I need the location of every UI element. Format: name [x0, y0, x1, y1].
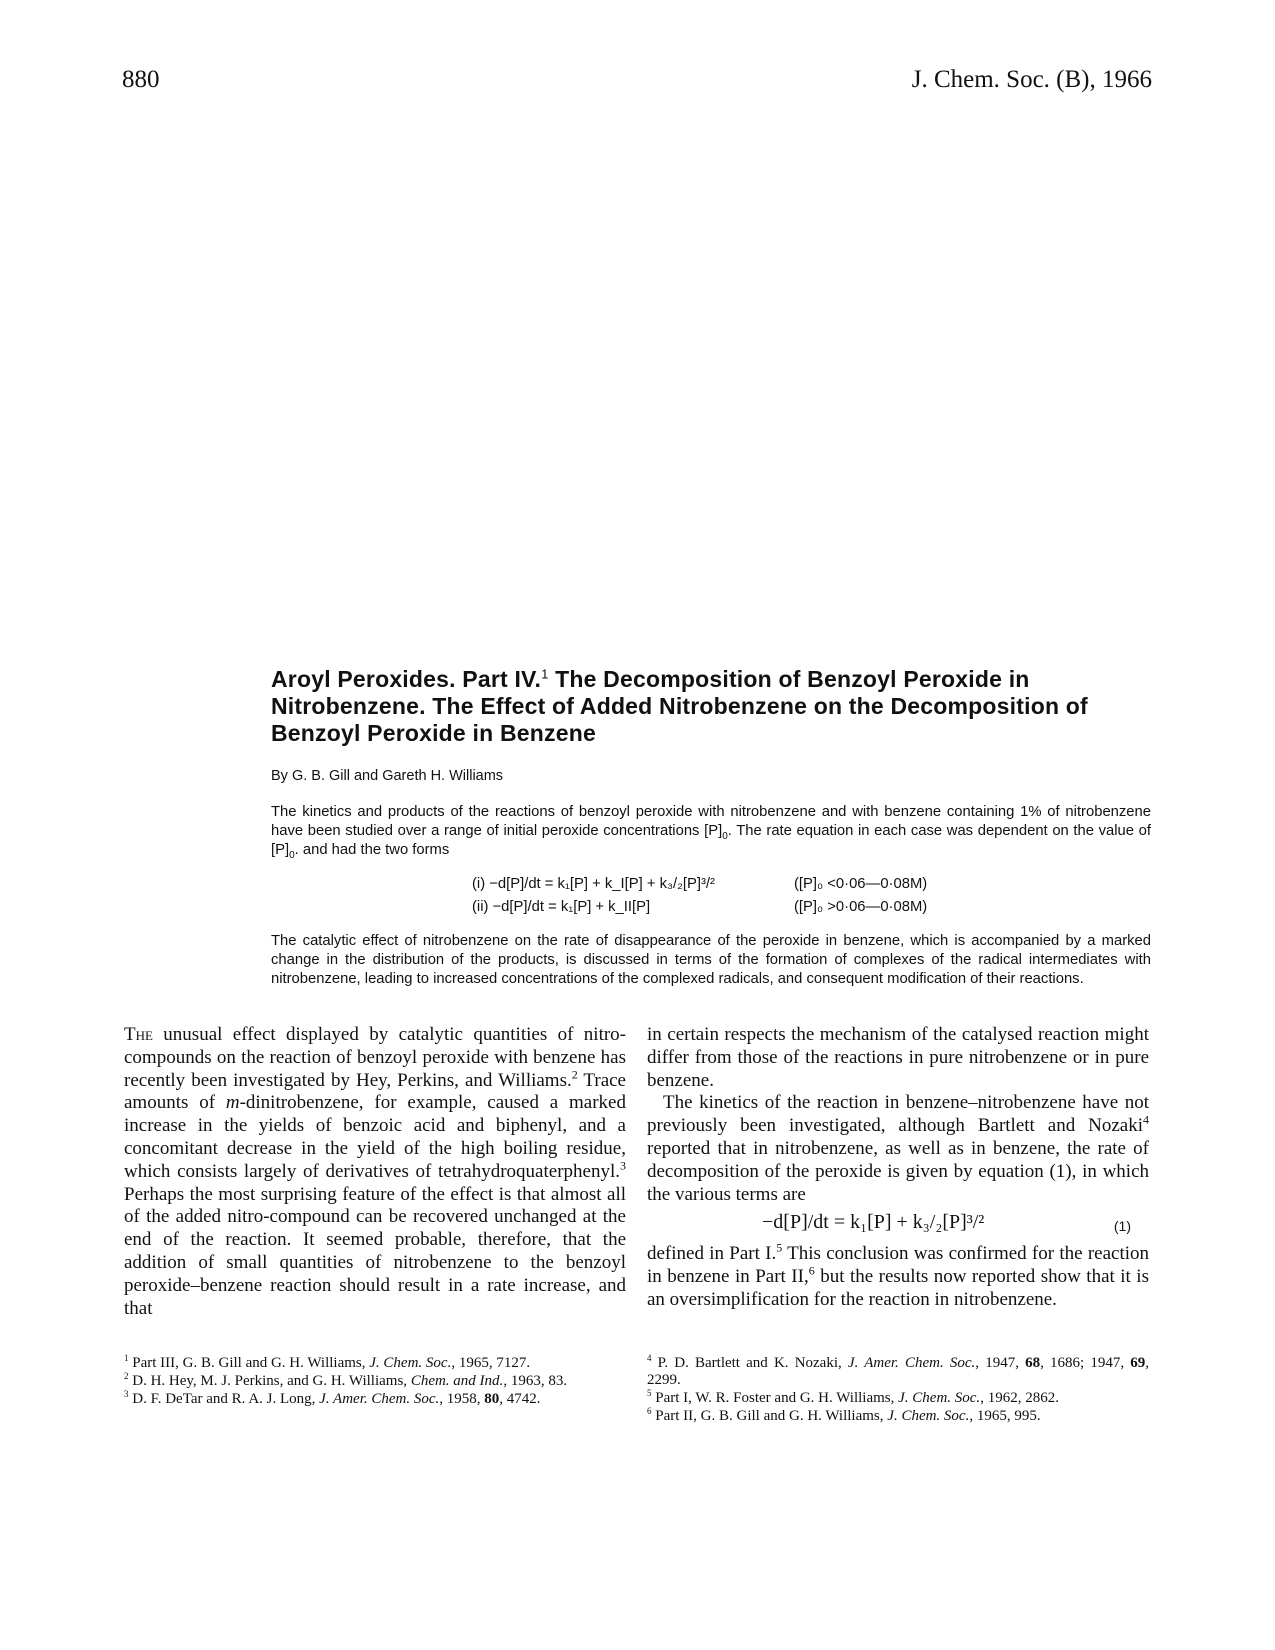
body-column-left: [124, 1024, 626, 1320]
footnote-6: [647, 1408, 1149, 1425]
footnote-text: Part II, G. B. Gill and G. H. Williams,: [651, 1408, 888, 1424]
footnote-marker: 6: [647, 1406, 652, 1416]
body-text: Trace amounts of: [124, 1069, 626, 1114]
ref-5: 5: [776, 1241, 783, 1256]
abstract-text-b: . The rate equation in each case was dependent on the value of [P]: [271, 823, 1151, 858]
footnotes-left: [124, 1355, 626, 1409]
journal-name: J. Amer. Chem. Soc.: [847, 1355, 976, 1371]
body-text: -dinitrobenzene, for example, caused a marked increase in the yields of benzoic acid and biphenyl, and a concomitant decrease in the yield of the high boiling residue, which consists largely of derivatives of tetrahydroquaterphenyl.: [124, 1092, 626, 1182]
rate-equation-i-condition: ([P]₀ <0·06—0·08M): [794, 876, 928, 892]
body-column-right: [647, 1024, 1149, 1312]
footnote-text: , 1965, 995.: [969, 1408, 1041, 1424]
footnote-text: Part III, G. B. Gill and G. H. Williams,: [128, 1355, 370, 1371]
body-text: reported that in nitrobenzene, as well as in benzene, the rate of decomposition of the peroxide is given by equation (1), in which the various terms are: [647, 1137, 1149, 1205]
rate-equation-i: (i) −d[P]/dt = k₁[P] + k_I[P] + k₃/₂[P]³/²: [472, 876, 715, 892]
body-paragraph-2: in certain respects the mechanism of the catalysed reaction might differ from those of the reactions in pure nitrobenzene or in pure benzene.: [647, 1024, 1149, 1091]
footnote-5: [647, 1390, 1149, 1407]
footnote-text: , 4742.: [499, 1391, 541, 1407]
abstract-paragraph-1: The kinetics and products of the reactions of benzoyl peroxide with nitrobenzene and with benzene containing 1% of nitrobenzene have been studied over a range of initial peroxide concentrations $[P]_0$. The rate equation in each case was dependent on the value of $[P]_0$. and had the two forms: [271, 804, 1151, 861]
ref-4: 4: [1143, 1112, 1149, 1127]
volume-number: 80: [484, 1391, 500, 1407]
journal-name: J. Chem. Soc.: [369, 1355, 452, 1371]
title-part-a: Aroyl Peroxides. Part IV.: [271, 666, 542, 692]
footnote-marker: 4: [647, 1353, 652, 1363]
abstract-text-a: The kinetics and products of the reactions of benzoyl peroxide with nitrobenzene and with benzene containing 1% of nitrobenzene have been studied over a range of initial peroxide concentrations [P]: [271, 804, 1151, 839]
footnote-2: [124, 1373, 626, 1390]
body-text: The kinetics of the reaction in benzene–nitrobenzene have not previously been investigated, although Bartlett and Nozaki: [647, 1092, 1149, 1137]
footnote-text: , 1965, 7127.: [451, 1355, 531, 1371]
footnote-text: , 1963, 83.: [503, 1373, 568, 1389]
volume-number: 69: [1130, 1355, 1146, 1371]
body-text: but the results now reported show that it is an oversimplification for the reaction in nitrobenzene.: [647, 1266, 1149, 1310]
body-paragraph-1: [124, 1024, 626, 1320]
rate-equation-ii-condition: ([P]₀ >0·06—0·08M): [794, 899, 928, 915]
running-head-journal: J. Chem. Soc. (B), 1966: [911, 66, 1152, 93]
footnotes-right: [647, 1355, 1149, 1426]
equation-1-number: (1): [1113, 1218, 1131, 1235]
ref-3: 3: [620, 1158, 626, 1173]
journal-name: Chem. and Ind.: [410, 1373, 504, 1389]
byline: By G. B. Gill and Gareth H. Williams: [271, 768, 504, 784]
rate-equation-ii: (ii) −d[P]/dt = k₁[P] + k_II[P]: [472, 899, 651, 915]
ref-2: 2: [571, 1067, 578, 1082]
body-text: Perhaps the most surprising feature of the effect is that almost all of the added nitro-compound can be recovered unchanged at the end of the reaction. It seemed probable, therefore, that the addition of small quantities of nitrobenzene to the benzoyl peroxide–benzene reaction should result in a rate increase, and that: [124, 1183, 626, 1319]
footnote-4: [647, 1355, 1149, 1389]
body-text: This conclusion was confirmed for the reaction in benzene in Part II,: [647, 1243, 1150, 1288]
journal-name: J. Amer. Chem. Soc.: [319, 1391, 440, 1407]
abstract-paragraph-2: The catalytic effect of nitrobenzene on the rate of disappearance of the peroxide in benzene, which is accompanied by a marked change in the distribution of the products, is discussed in terms of the formation of complexes of the radical intermediates with nitrobenzene, leading to increased concentrations of the complexed radicals, and consequent modification of their reactions.: [271, 933, 1151, 987]
body-text: defined in Part I.: [647, 1243, 777, 1265]
footnote-text: , 1947,: [975, 1355, 1026, 1371]
footnote-text: P. D. Bartlett and K. Nozaki,: [651, 1355, 848, 1371]
italic-m: m: [225, 1092, 240, 1114]
equation-1-expression: −d[P]/dt = k₁[P] + k₃/₂[P]³/²: [762, 1211, 985, 1234]
volume-number: 68: [1025, 1355, 1041, 1371]
journal-name: J. Chem. Soc.: [898, 1390, 981, 1406]
footnote-text: D. H. Hey, M. J. Perkins, and G. H. Williams,: [128, 1373, 411, 1389]
equation-1: [647, 1208, 1149, 1242]
footnote-text: , 2299.: [647, 1355, 1150, 1388]
ref-6: 6: [808, 1263, 815, 1278]
footnote-text: D. F. DeTar and R. A. J. Long,: [128, 1391, 320, 1407]
body-paragraph-4: [647, 1243, 1149, 1311]
footnote-text: , 1958,: [439, 1391, 485, 1407]
body-paragraph-3: [647, 1092, 1149, 1206]
footnote-1: [124, 1355, 626, 1372]
title-part-b: The Decomposition of Benzoyl Peroxide in Nitrobenzene. The Effect of Added Nitrobenzene on the Decomposition of Benzoyl Peroxide in Benzene: [271, 666, 1088, 746]
footnote-text: , 1686; 1947,: [1040, 1355, 1131, 1371]
page-number: 880: [122, 66, 160, 93]
body-lead-word: The: [124, 1024, 153, 1045]
footnote-text: , 1962, 2862.: [980, 1390, 1059, 1406]
body-text: unusual effect displayed by catalytic quantities of nitro-compounds on the reaction of benzoyl peroxide with benzene has recently been investigated by Hey, Perkins, and Williams.: [124, 1024, 626, 1091]
footnote-text: Part I, W. R. Foster and G. H. Williams,: [651, 1390, 899, 1406]
footnote-marker: 1: [124, 1353, 129, 1363]
journal-name: J. Chem. Soc.: [887, 1408, 970, 1424]
footnote-marker: 2: [124, 1371, 129, 1381]
abstract-text-c: . and had the two forms: [294, 842, 450, 858]
footnote-marker: 3: [124, 1389, 129, 1399]
footnote-3: [124, 1391, 626, 1408]
footnote-marker: 5: [647, 1388, 652, 1398]
title-ref-1: 1: [541, 666, 549, 682]
article-title: [271, 666, 1151, 747]
